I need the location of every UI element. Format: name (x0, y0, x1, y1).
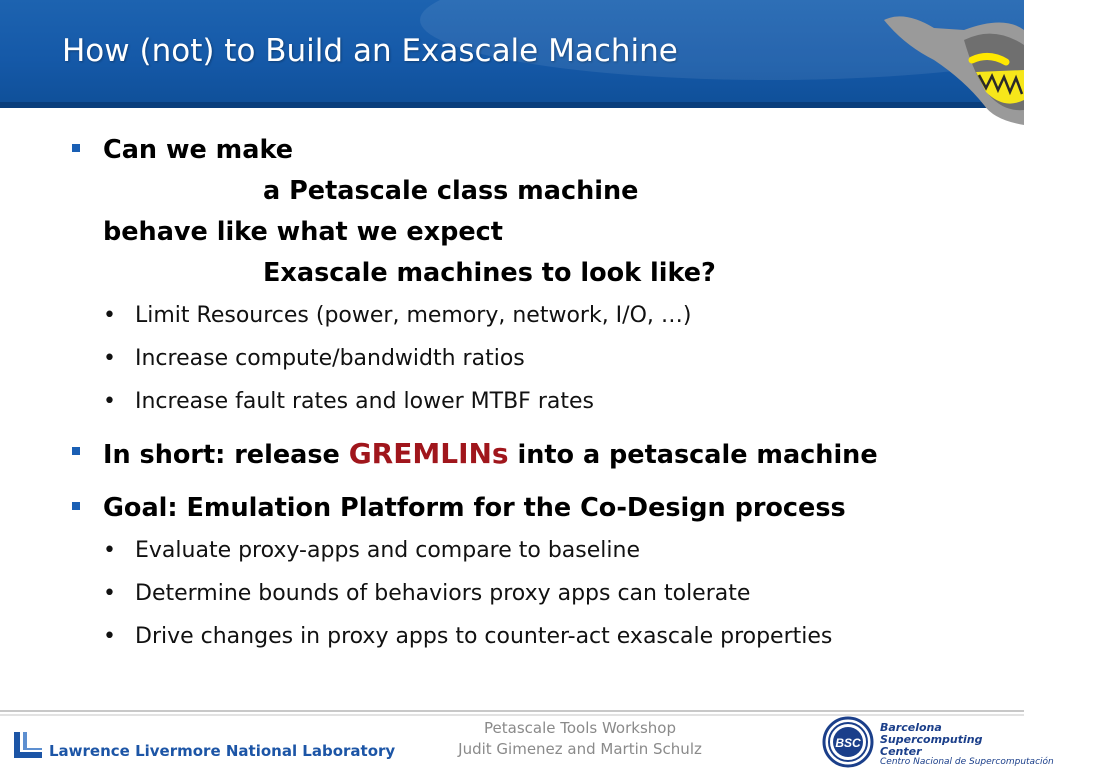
authors: Judit Gimenez and Martin Schulz (458, 740, 702, 758)
sub-bullet (70, 380, 970, 423)
sub-bullet (70, 572, 970, 615)
bullet-square-icon (72, 144, 80, 152)
bsc-subtitle: Centro Nacional de Supercomputación (880, 757, 1054, 767)
sub-bullet (70, 294, 970, 337)
bsc-line-3: Center (880, 745, 922, 758)
slide-body (70, 130, 970, 658)
llnl-logo-icon (12, 730, 46, 760)
bullet-dot-icon: • (103, 624, 116, 649)
bullet-dot-icon: • (103, 389, 116, 414)
bsc-logo-text: BSC (835, 736, 861, 750)
sub-bullet-text: Increase fault rates and lower MTBF rates (135, 389, 594, 414)
question-line-1: Can we make (103, 135, 294, 165)
bullet-square-icon (72, 447, 80, 455)
gremlin-icon (864, 0, 1024, 125)
bullet-goal (70, 488, 970, 529)
footer-center (400, 718, 760, 760)
bsc-line-2: Supercomputing (880, 733, 983, 746)
gremlins-highlight: GREMLINs (348, 437, 509, 470)
slide-title: How (not) to Build an Exascale Machine (62, 33, 678, 69)
sub-bullet (70, 337, 970, 380)
question-line-2: a Petascale class machine (263, 176, 639, 206)
sub-bullet-text: Drive changes in proxy apps to counter-act exascale properties (135, 624, 833, 649)
sub-bullet-text: Increase compute/bandwidth ratios (135, 346, 525, 371)
goal-text: Goal: Emulation Platform for the Co-Design process (103, 493, 846, 523)
bsc-line-1: Barcelona (880, 721, 942, 734)
bullet-dot-icon: • (103, 346, 116, 371)
sub-bullet-text: Evaluate proxy-apps and compare to baseline (135, 538, 640, 563)
bullet-square-icon (72, 502, 80, 510)
workshop-name: Petascale Tools Workshop (484, 719, 676, 737)
bullet-dot-icon: • (103, 538, 116, 563)
in-short-prefix: In short: release (103, 440, 349, 470)
question-line-4: Exascale machines to look like? (263, 258, 716, 288)
bsc-logo-icon (812, 716, 876, 768)
sub-bullet-text: Limit Resources (power, memory, network, I/O, …) (135, 303, 692, 328)
bullet-dot-icon: • (103, 581, 116, 606)
sub-bullet (70, 615, 970, 658)
bullet-dot-icon: • (103, 303, 116, 328)
question-line-3: behave like what we expect (103, 217, 503, 247)
bsc-name (880, 722, 983, 758)
sub-bullet-text: Determine bounds of behaviors proxy apps can tolerate (135, 581, 751, 606)
lab-name: Lawrence Livermore National Laboratory (49, 742, 396, 760)
in-short-suffix: into a petascale machine (508, 440, 878, 470)
sub-bullet (70, 529, 970, 572)
bullet-question (70, 130, 970, 294)
footer-divider (0, 710, 1024, 712)
bullet-in-short (70, 433, 970, 476)
